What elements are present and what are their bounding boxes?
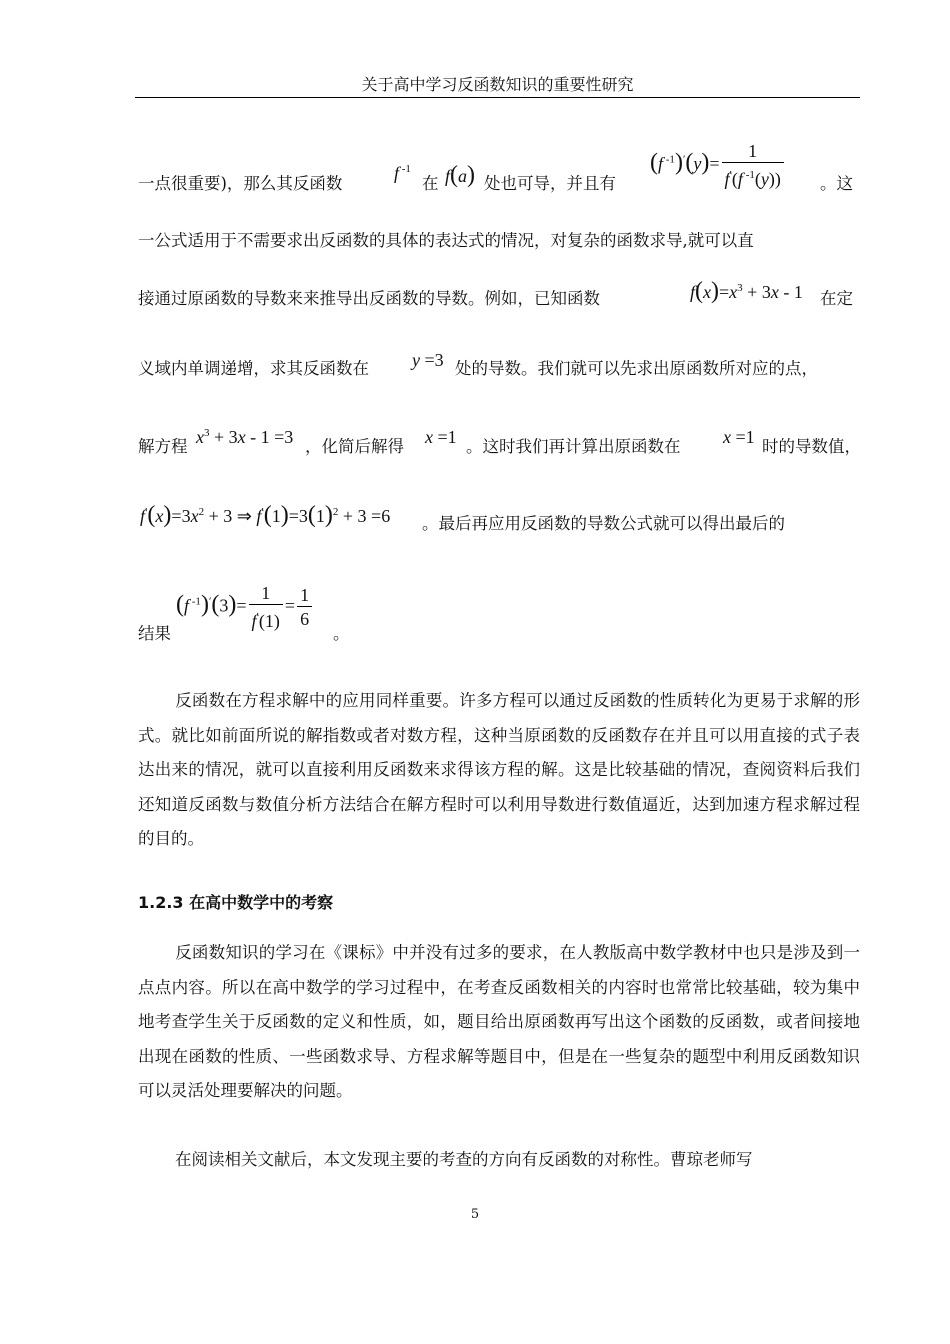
formula-x-equals-1-a: x =1 [425,427,457,447]
formula-final-result: (f $^{-1}$)′(3)= $\frac{1}{f'(1)}$ = $\frac{1}{6}$ [176,582,314,633]
line-1-text-c: 处也可导，并且有 [484,174,616,193]
paragraph-3-text: 在阅读相关文献后，本文发现主要的考查的方向有反函数的对称性。曹琼老师写 [175,1150,753,1169]
line-5-text-c: 。这时我们再计算出原函数在 [466,437,681,456]
formula-f-a: f(a) [445,162,476,188]
line-1-text-b: 在 [422,174,439,193]
line-4-text-b: 处的导数。我们就可以先求出原函数所对应的点， [455,359,818,378]
paragraph-high-school-exam [138,936,860,1109]
text-line-1 [138,170,342,194]
line-1-text-d: 。这 [820,174,853,193]
paragraph-1-text: 反函数在方程求解中的应用同样重要。许多方程可以通过反函数的性质转化为更易于求解的形式。就比如前面所说的解指数或者对数方程，这种当原函数的反函数存在并且可以用直接的式子表达出来的情况，就可以直接利用反函数来求得该方程的解。这是比较基础的情况，查阅资料后我们还知道反函数与数值分析方法结合在解方程时可以利用导数进行数值逼近，达到加速方程求解过程的目的。 [138,691,860,848]
line-5-text-b: ，化简后解得 [305,437,404,456]
text-line-6: 。最后再应用反函数的导数公式就可以得出最后的 [422,514,785,533]
paragraph-2-text: 反函数知识的学习在《课标》中并没有过多的要求，在人教版高中数学教材中也只是涉及到一点点内容。所以在高中数学的学习过程中，在考查反函数相关的内容时也常常比较基础，较为集中地考查学生关于反函数的定义和性质，如，题目给出原函数再写出这个函数的反函数，或者间接地出现在函数的性质、一些函数求导、方程求解等题目中，但是在一些复杂的题型中利用反函数知识可以灵活处理要解决的问题。 [138,943,860,1100]
text-line-2: 一公式适用于不需要求出反函数的具体的表达式的情况，对复杂的函数求导,就可以直 [138,231,754,250]
formula-y-equals-3: y =3 [412,350,444,370]
line-4-text-a: 义域内单调递增，求其反函数在 [138,359,369,378]
formula-f-inverse: f $^{-1}$ [394,163,411,183]
line-3-text-a: 接通过原函数的导数来来推导出反函数的导数。例如，已知函数 [138,289,600,308]
formula-x-equals-1-b: x =1 [723,427,755,447]
formula-inverse-derivative: (f $^{-1}$)′(y)= $\frac{1}{f'(f ^{-1}(y))}$ [650,140,786,191]
line-5-text-a: 解方程 [138,437,188,456]
line-1-text-a: 一点很重要)，那么其反函数 [138,174,343,193]
line-5-text-d: 时的导数值， [762,437,861,456]
page-header-title: 关于高中学习反函数知识的重要性研究 [361,75,634,94]
section-heading: 1.2.3 在高中数学中的考察 [138,893,334,912]
formula-equation: $x^3 + 3x - 1 =3$ [196,427,294,447]
formula-derivative-computation: $f'(x)=3x^2 + 3$ ⇒ $f'(1)=3(1)^2 + 3 =6$ [140,502,391,528]
page-number: 5 [470,1207,480,1222]
header-divider [135,97,860,98]
line-7-text-b: 。 [333,624,350,643]
formula-function-definition: $f(x)=x^3 + 3x - 1$ [690,278,803,304]
paragraph-equation-solving [138,684,860,857]
line-7-text-a: 结果 [138,624,171,643]
paragraph-literature [138,1143,860,1178]
line-3-text-b: 在定 [820,289,853,308]
